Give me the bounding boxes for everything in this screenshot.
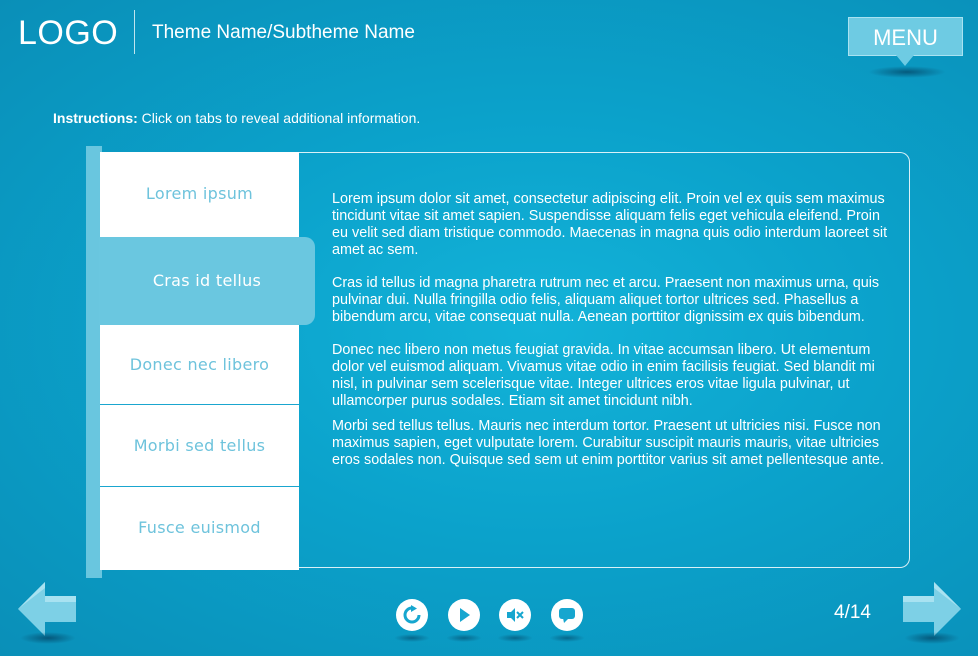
- instructions-label: Instructions:: [53, 110, 138, 126]
- content-paragraph: Cras id tellus id magna pharetra rutrum nec et arcu. Praesent non maximus urna, quis pulvinar dui. Nulla fringilla odio felis, aliquam aliquet tortor ultrices sed. Phasellus a bibendum arcu, vitae consequat nulla. Aenean porttitor dignissim ex quis bibendum.: [332, 275, 880, 325]
- logo: LOGO: [18, 14, 119, 52]
- arrow-shadow: [904, 632, 960, 644]
- instructions-text: Click on tabs to reveal additional information.: [137, 110, 421, 126]
- chat-button[interactable]: [551, 599, 583, 631]
- mute-icon: [505, 605, 525, 625]
- play-icon: [455, 606, 473, 624]
- next-arrow-icon[interactable]: [903, 580, 961, 638]
- tab-label: Lorem ipsum: [145, 184, 254, 203]
- theme-title: Theme Name/Subtheme Name: [152, 22, 415, 43]
- header-divider: [134, 10, 135, 54]
- control-shadow: [549, 634, 585, 642]
- content-paragraph: Morbi sed tellus tellus. Mauris nec interdum tortor. Praesent ut ultricies nisi. Fusce non maximus sapien, eget vulputate lorem. Curabitur suscipit mauris mauris, vitae ultricies eros sodales non. Quisque sed sem ut enim porttitor varius sit amet pellentesque ante.: [332, 418, 884, 468]
- control-shadow: [394, 634, 430, 642]
- arrow-shadow: [20, 632, 76, 644]
- replay-button[interactable]: [396, 599, 428, 631]
- tab-label: Fusce euismod: [138, 518, 261, 537]
- chat-icon: [557, 605, 577, 625]
- tab-label: Morbi sed tellus: [133, 436, 266, 455]
- previous-arrow-icon[interactable]: [18, 580, 76, 638]
- play-button[interactable]: [448, 599, 480, 631]
- menu-shadow: [868, 66, 946, 78]
- mute-button[interactable]: [499, 599, 531, 631]
- control-shadow: [446, 634, 482, 642]
- tab-label: Cras id tellus: [152, 271, 262, 290]
- content-paragraph: Lorem ipsum dolor sit amet, consectetur adipiscing elit. Proin vel ex quis sem maximus tincidunt vitae sit amet sapien. Suspendisse aliquam felis eget vehicula eleifend. Proin eu velit sed diam tristique commodo. Maecenas in magna quis odio interdum laoreet sit amet ac sem.: [332, 191, 888, 258]
- tab-donec-nec-libero[interactable]: [100, 325, 299, 404]
- content-paragraph: Donec nec libero non metus feugiat gravida. In vitae accumsan libero. Ut elementum dolor vel euismod aliquam. Vivamus vitae odio in enim facilisis feugiat. Sed blandit mi nisl, in pulvinar sem scelerisque vitae. Integer ultrices eros vitae ligula pulvinar, ut ullamcorper purus sodales. Etiam sit amet tincidunt nibh.: [332, 342, 875, 409]
- instructions: [53, 110, 420, 126]
- menu-pointer: [896, 55, 914, 66]
- tab-fusce-euismod[interactable]: [100, 487, 299, 569]
- menu-button[interactable]: MENU: [848, 17, 963, 56]
- replay-icon: [402, 605, 422, 625]
- tab-lorem-ipsum[interactable]: [100, 152, 299, 236]
- page-indicator: 4/14: [834, 602, 871, 623]
- content-text: [332, 191, 898, 485]
- tab-label: Donec nec libero: [129, 355, 270, 374]
- tab-cras-id-tellus[interactable]: [99, 237, 315, 325]
- tab-morbi-sed-tellus[interactable]: [100, 405, 299, 486]
- control-shadow: [497, 634, 533, 642]
